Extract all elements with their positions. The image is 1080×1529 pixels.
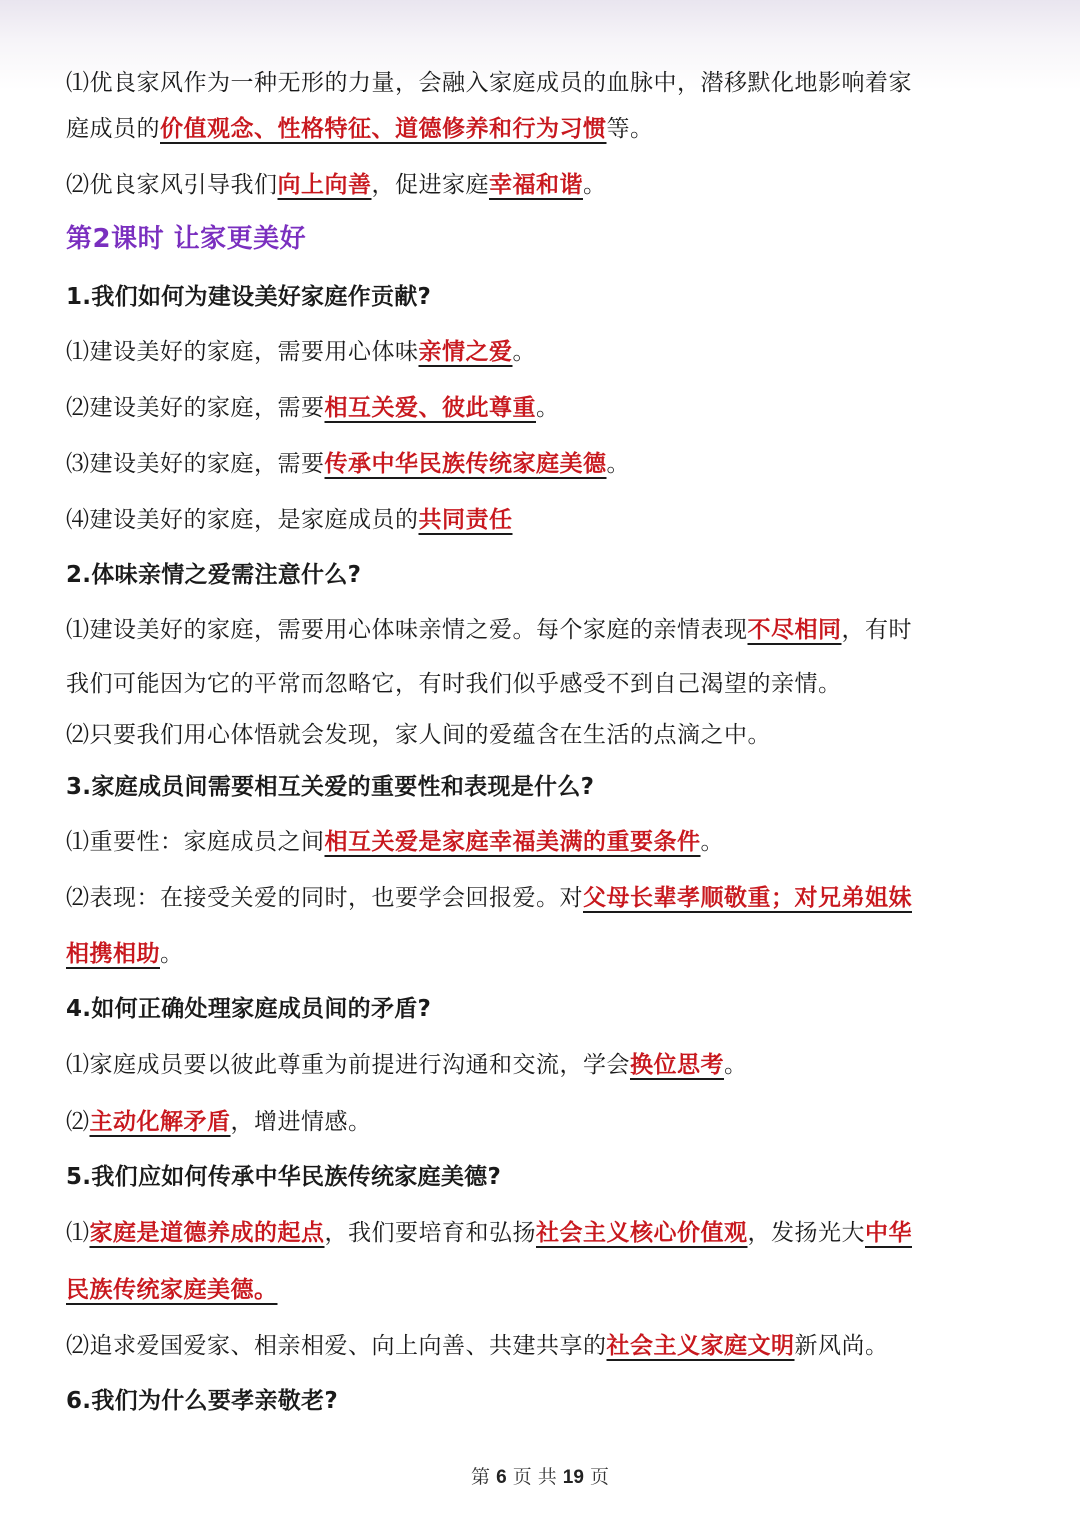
text: 。 [724, 1052, 748, 1078]
text: ⑴重要性：家庭成员之间 [66, 829, 325, 855]
key-phrase: 共同责任 [418, 507, 513, 533]
q1-answer-3 [66, 436, 1016, 492]
footer-text: 页 共 [512, 1466, 557, 1488]
total-page-count: 19 [562, 1467, 584, 1488]
text: ⑶建设美好的家庭，需要 [66, 451, 325, 477]
text: ，发扬光大 [747, 1220, 865, 1246]
question-4-title: 4.如何正确处理家庭成员间的矛盾? [66, 996, 432, 1022]
text: ，增进情感。 [230, 1109, 372, 1135]
key-phrase: 相互关爱、彼此尊重 [324, 395, 536, 421]
key-phrase: 价值观念、性格特征、道德修养和行为习惯 [160, 116, 607, 142]
key-phrase: 相互关爱是家庭幸福美满的重要条件 [324, 829, 701, 855]
current-page-number: 6 [496, 1467, 507, 1488]
lesson-title: 第2课时 让家更美好 [66, 224, 307, 254]
text: ⑴建设美好的家庭，需要用心体味 [66, 339, 419, 365]
q5-answer-2 [66, 1318, 1016, 1374]
intro-paragraph-1-line-1 [66, 60, 1016, 106]
key-phrase: 民族传统家庭美德。 [66, 1277, 278, 1303]
key-phrase: 相携相助 [66, 941, 160, 967]
footer-text: 页 [589, 1466, 609, 1488]
key-phrase: 幸福和谐 [489, 172, 583, 198]
text: ⑵建设美好的家庭，需要 [66, 395, 325, 421]
text: ，我们要培育和弘扬 [324, 1220, 536, 1246]
text: 。 [700, 829, 724, 855]
q1-answer-1 [66, 324, 1016, 380]
q2-answer-1-line-2 [66, 658, 1016, 710]
page-footer [0, 1462, 1080, 1489]
key-phrase: 不尽相同 [747, 617, 842, 643]
key-phrase: 父母长辈孝顺敬重；对兄弟姐妹 [583, 885, 912, 911]
q5-answer-1-line-1 [66, 1204, 1016, 1262]
question-6-title: 6.我们为什么要孝亲敬老? [66, 1388, 338, 1414]
question-1-title: 1.我们如何为建设美好家庭作贡献? [66, 284, 432, 310]
text: 。 [583, 172, 607, 198]
q3-answer-1 [66, 814, 1016, 870]
q2-answer-2 [66, 710, 1016, 760]
key-phrase: 向上向善 [277, 172, 372, 198]
text: ⑵优良家风引导我们 [66, 172, 278, 198]
q1-answer-4 [66, 492, 1016, 548]
key-phrase: 社会主义核心价值观 [536, 1220, 748, 1246]
text: ，促进家庭 [371, 172, 489, 198]
q3-answer-2-line-2 [66, 926, 1016, 982]
key-phrase: 传承中华民族传统家庭美德 [324, 451, 607, 477]
intro-paragraph-2 [66, 162, 1016, 208]
intro-paragraph-1-line-2 [66, 106, 1016, 152]
key-phrase: 主动化解矛盾 [89, 1109, 231, 1135]
q5-answer-1-line-2 [66, 1262, 1016, 1318]
text: 。 [160, 941, 184, 967]
text: ⑴ [66, 1220, 90, 1246]
text: ⑵表现：在接受关爱的同时，也要学会回报爱。对 [66, 885, 583, 911]
key-phrase: 亲情之爱 [418, 339, 513, 365]
text: ⑵只要我们用心体悟就会发现，家人间的爱蕴含在生活的点滴之中。 [66, 722, 771, 748]
text: ⑷建设美好的家庭，是家庭成员的 [66, 507, 419, 533]
text: 。 [536, 395, 560, 421]
q2-answer-1-line-1 [66, 602, 1016, 658]
key-phrase: 社会主义家庭文明 [606, 1333, 795, 1359]
q4-answer-1 [66, 1036, 1016, 1094]
text: ⑵追求爱国爱家、相亲相爱、向上向善、共建共享的 [66, 1333, 607, 1359]
text: ⑵ [66, 1109, 90, 1135]
text: ⑴优良家风作为一种无形的力量，会融入家庭成员的血脉中，潜移默化地影响着家 [66, 70, 912, 96]
key-phrase: 换位思考 [630, 1052, 724, 1078]
q1-answer-2 [66, 380, 1016, 436]
question-5-title: 5.我们应如何传承中华民族传统家庭美德? [66, 1164, 502, 1190]
key-phrase: 家庭是道德养成的起点 [89, 1220, 325, 1246]
question-3-title: 3.家庭成员间需要相互关爱的重要性和表现是什么? [66, 774, 595, 800]
text: 庭成员的 [66, 116, 160, 142]
q4-answer-2 [66, 1094, 1016, 1150]
text: ，有时 [841, 617, 912, 643]
text: 。 [512, 339, 536, 365]
question-2-title: 2.体味亲情之爱需注意什么? [66, 562, 362, 588]
document-page [66, 60, 1016, 1428]
text: ⑴家庭成员要以彼此尊重为前提进行沟通和交流，学会 [66, 1052, 630, 1078]
q3-answer-2-line-1 [66, 870, 1016, 926]
key-phrase: 中华 [865, 1220, 912, 1246]
footer-text: 第 [471, 1466, 491, 1488]
text: 新风尚。 [794, 1333, 889, 1359]
text: 我们可能因为它的平常而忽略它，有时我们似乎感受不到自己渴望的亲情。 [66, 671, 842, 697]
text: 。 [606, 451, 630, 477]
text: ⑴建设美好的家庭，需要用心体味亲情之爱。每个家庭的亲情表现 [66, 617, 748, 643]
text: 等。 [606, 116, 654, 142]
